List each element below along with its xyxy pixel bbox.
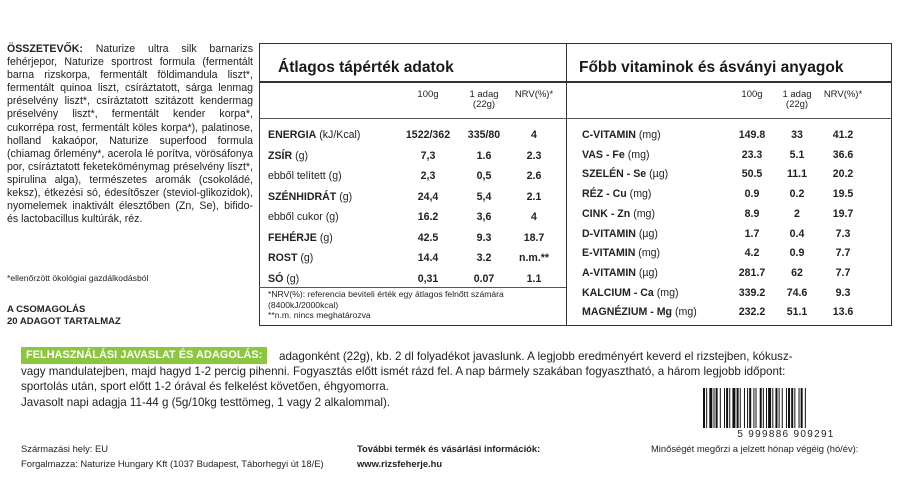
nutrition-cell-v100: 0,31 <box>417 272 439 285</box>
vitamin-cell-v100: 0.9 <box>744 188 760 201</box>
vitamin-row-label: RÉZ - Cu (mg) <box>582 188 652 201</box>
nutrition-cell-nrv: 4 <box>531 211 537 223</box>
vitamins-col-portion-line2: (22g) <box>785 99 809 110</box>
nutrition-cell-vportion: 3,6 <box>476 211 492 223</box>
vitamin-cell-v100: 23.3 <box>741 148 763 161</box>
nutrition-col-100g: 100g <box>417 89 439 100</box>
vitamin-row-label: SZELÉN - Se (µg) <box>582 168 669 181</box>
nutrition-row-label: SZÉNHIDRÁT (g) <box>268 190 353 203</box>
vitamin-cell-vportion: 5.1 <box>789 148 805 161</box>
vitamin-cell-vportion: 0.2 <box>789 188 805 201</box>
nutrition-row-label: FEHÉRJE (g) <box>268 231 333 244</box>
nutrition-cell-v100: 24,4 <box>417 190 439 203</box>
vitamin-cell-nrv: 9.3 <box>835 286 851 299</box>
nutrition-cell-vportion: 9.3 <box>476 231 492 244</box>
nutrition-row-label: ebből telített (g) <box>268 170 342 182</box>
nutrition-cell-vportion: 0,5 <box>476 170 492 182</box>
vitamin-cell-v100: 149.8 <box>738 129 766 141</box>
vitamin-cell-nrv: 7.3 <box>835 227 851 240</box>
nutrition-box-divider <box>566 43 567 326</box>
nutrition-cell-v100: 14.4 <box>417 252 439 264</box>
ingredients-text <box>7 43 253 226</box>
nutrition-box <box>259 43 892 326</box>
vitamins-col-nrv: NRV(%)* <box>823 89 863 100</box>
nrv-note-line3: **n.m. nincs meghatározva <box>268 310 371 320</box>
vitamin-cell-nrv: 41.2 <box>832 129 854 141</box>
distributor-text: Forgalmazza: Naturize Hungary Kft (1037 Budapest, Táborhegyi út 18/E) <box>21 458 324 469</box>
usage-line-4: Javasolt napi adagja 11-44 g (5g/10kg testtömeg, 1 vagy 2 alkalommal). <box>21 395 391 409</box>
vitamin-cell-v100: 232.2 <box>738 306 766 319</box>
nutrition-title: Átlagos tápérték adatok <box>278 59 454 76</box>
nutrition-row-label: SÓ (g) <box>268 272 300 285</box>
package-line-2: 20 ADAGOT TARTALMAZ <box>7 316 121 327</box>
nutrition-cell-nrv: 18.7 <box>523 231 545 244</box>
vitamin-row-label: CINK - Zn (mg) <box>582 207 655 220</box>
vitamins-header-rule <box>566 118 892 119</box>
vitamin-cell-v100: 50.5 <box>741 168 763 181</box>
vitamin-cell-vportion: 62 <box>791 266 803 279</box>
nutrition-cell-nrv: 1.1 <box>526 272 542 285</box>
vitamin-cell-v100: 339.2 <box>738 286 766 299</box>
nutrition-cell-nrv: 2.3 <box>526 149 542 162</box>
usage-line-2: vagy mandulatejben, majd hagyd 1-2 percig pihenni. Fogyasztás előtt ismét rázd fel. A nap bármely szakában fogyasztható, a három legjobb időpont: <box>21 365 786 379</box>
barcode-icon <box>701 388 871 432</box>
nrv-note-line1: *NRV(%): referencia beviteli érték egy átlagos felnőtt számára <box>268 289 504 299</box>
nutrition-title-rule <box>259 81 566 83</box>
vitamins-col-portion <box>772 90 822 110</box>
vitamin-cell-v100: 8.9 <box>744 207 760 220</box>
ingredients-heading: ÖSSZETEVŐK: <box>7 43 83 55</box>
vitamin-row-label: KALCIUM - Ca (mg) <box>582 286 679 299</box>
vitamin-row-label: MAGNÉZIUM - Mg (mg) <box>582 306 697 319</box>
vitamin-cell-nrv: 7.7 <box>835 266 851 279</box>
nutrition-cell-nrv: 2.1 <box>526 190 542 203</box>
nutrition-cell-v100: 7,3 <box>420 149 436 162</box>
usage-line-3: sportolás után, sport előtt 1-2 órával és felkelést követően, éhgyomorra. <box>21 380 389 394</box>
nutrition-cell-vportion: 1.6 <box>476 149 492 162</box>
vitamin-cell-nrv: 19.5 <box>832 188 854 201</box>
vitamin-cell-v100: 1.7 <box>744 227 760 240</box>
nutrition-cell-v100: 1522/362 <box>405 129 451 141</box>
vitamins-title-rule <box>566 81 892 83</box>
vitamins-title: Főbb vitaminok és ásványi anyagok <box>579 59 844 76</box>
barcode-digits: 5 999886 909291 <box>737 429 835 440</box>
nutrition-note-rule <box>259 287 566 288</box>
nutrition-row-label: ebből cukor (g) <box>268 211 339 223</box>
vitamin-row-label: A-VITAMIN (µg) <box>582 266 658 279</box>
nutrition-cell-v100: 2,3 <box>420 170 436 182</box>
vitamin-row-label: D-VITAMIN (µg) <box>582 227 658 240</box>
vitamin-cell-nrv: 36.6 <box>832 148 854 161</box>
vitamin-cell-nrv: 19.7 <box>832 207 854 220</box>
package-note <box>7 304 121 328</box>
more-info-text: További termék és vásárlási információk: <box>357 443 541 454</box>
nutrition-cell-nrv: 2.6 <box>526 170 542 182</box>
vitamin-cell-vportion: 33 <box>791 129 803 141</box>
organic-note: *ellenőrzött ökológiai gazdálkodásból <box>7 273 149 283</box>
nutrition-row-label: ROST (g) <box>268 252 314 264</box>
vitamin-cell-vportion: 2 <box>794 207 800 220</box>
vitamin-row-label: VAS - Fe (mg) <box>582 148 650 161</box>
package-line-1: A CSOMAGOLÁS <box>7 304 86 315</box>
nutrition-cell-vportion: 5,4 <box>476 190 492 203</box>
vitamins-col-portion-line1: 1 adag <box>782 89 812 100</box>
vitamins-col-100g: 100g <box>741 89 763 100</box>
nutrition-row-label: ENERGIA (kJ/Kcal) <box>268 129 361 141</box>
vitamin-row-label: C-VITAMIN (mg) <box>582 129 661 141</box>
vitamin-cell-v100: 281.7 <box>738 266 766 279</box>
nrv-footnote <box>268 289 558 321</box>
nutrition-cell-nrv: n.m.** <box>518 252 550 264</box>
nutrition-cell-vportion: 335/80 <box>467 129 501 141</box>
vitamin-cell-vportion: 51.1 <box>786 306 808 319</box>
nutrition-col-portion <box>459 90 509 110</box>
vitamin-row-label: E-VITAMIN (mg) <box>582 247 661 260</box>
vitamin-cell-vportion: 11.1 <box>786 168 808 181</box>
vitamin-cell-nrv: 20.2 <box>832 168 854 181</box>
nrv-note-line2: (8400kJ/2000kcal) <box>268 299 339 310</box>
footer-middle <box>357 441 540 471</box>
best-before-text: Minőségét megőrzi a jelzett hónap végéig (hó/év): <box>651 443 859 454</box>
usage-label: FELHASZNÁLÁSI JAVASLAT ÉS ADAGOLÁS: <box>21 347 267 364</box>
nutrition-col-portion-line1: 1 adag <box>469 89 499 100</box>
nutrition-col-nrv: NRV(%)* <box>514 89 554 100</box>
nutrition-cell-vportion: 3.2 <box>476 252 492 264</box>
vitamin-cell-nrv: 13.6 <box>832 306 854 319</box>
nutrition-cell-nrv: 4 <box>531 129 537 141</box>
footer-left <box>21 441 324 471</box>
nutrition-cell-vportion: 0.07 <box>473 272 495 285</box>
vitamin-cell-vportion: 0.4 <box>789 227 805 240</box>
ingredients-body: Naturize ultra silk barnarizs fehérjepor, Naturize sportrost formula (fermentált barna rizskorpa, fermentált földimandula liszt*, fermentált quinoa liszt, csíráztatott, sárga lenmag préselvény liszt*, csíráztatott szitázott kendermag préselvény liszt*, fermentált kender korpa*, cukorrépa rost, fermentált köles korpa*), palatinose, holland kakaópor, Naturize superfood formula (chiamag őrlemény*, acerola lé porítva, vörösáfonya por, csíráztatott feketeköménymag préselvény liszt*, spirulina alga), természetes aromák (csokoládé, keksz), étkezési só, édesítőszer (steviol-glikozidok), nyomelemek inaktivált élesztőben (Zn, Se), bifido- és lactobacillus kultúrák, réz. <box>7 43 253 226</box>
origin-text: Származási hely: EU <box>21 443 109 454</box>
vitamin-cell-v100: 4.2 <box>744 247 760 260</box>
nutrition-row-label: ZSÍR (g) <box>268 149 309 162</box>
nutrition-cell-v100: 42.5 <box>417 231 439 244</box>
vitamin-cell-vportion: 74.6 <box>786 286 808 299</box>
nutrition-header-rule <box>259 118 566 119</box>
vitamin-cell-vportion: 0.9 <box>789 247 805 260</box>
nutrition-col-portion-line2: (22g) <box>472 99 496 110</box>
nutrition-cell-v100: 16.2 <box>417 211 439 223</box>
usage-line-1: adagonként (22g), kb. 2 dl folyadékot javaslunk. A legjobb eredményért keverd el rizstejben, kókusz- <box>279 350 793 363</box>
website-link[interactable]: www.rizsfeherje.hu <box>357 458 443 469</box>
vitamin-cell-nrv: 7.7 <box>835 247 851 260</box>
